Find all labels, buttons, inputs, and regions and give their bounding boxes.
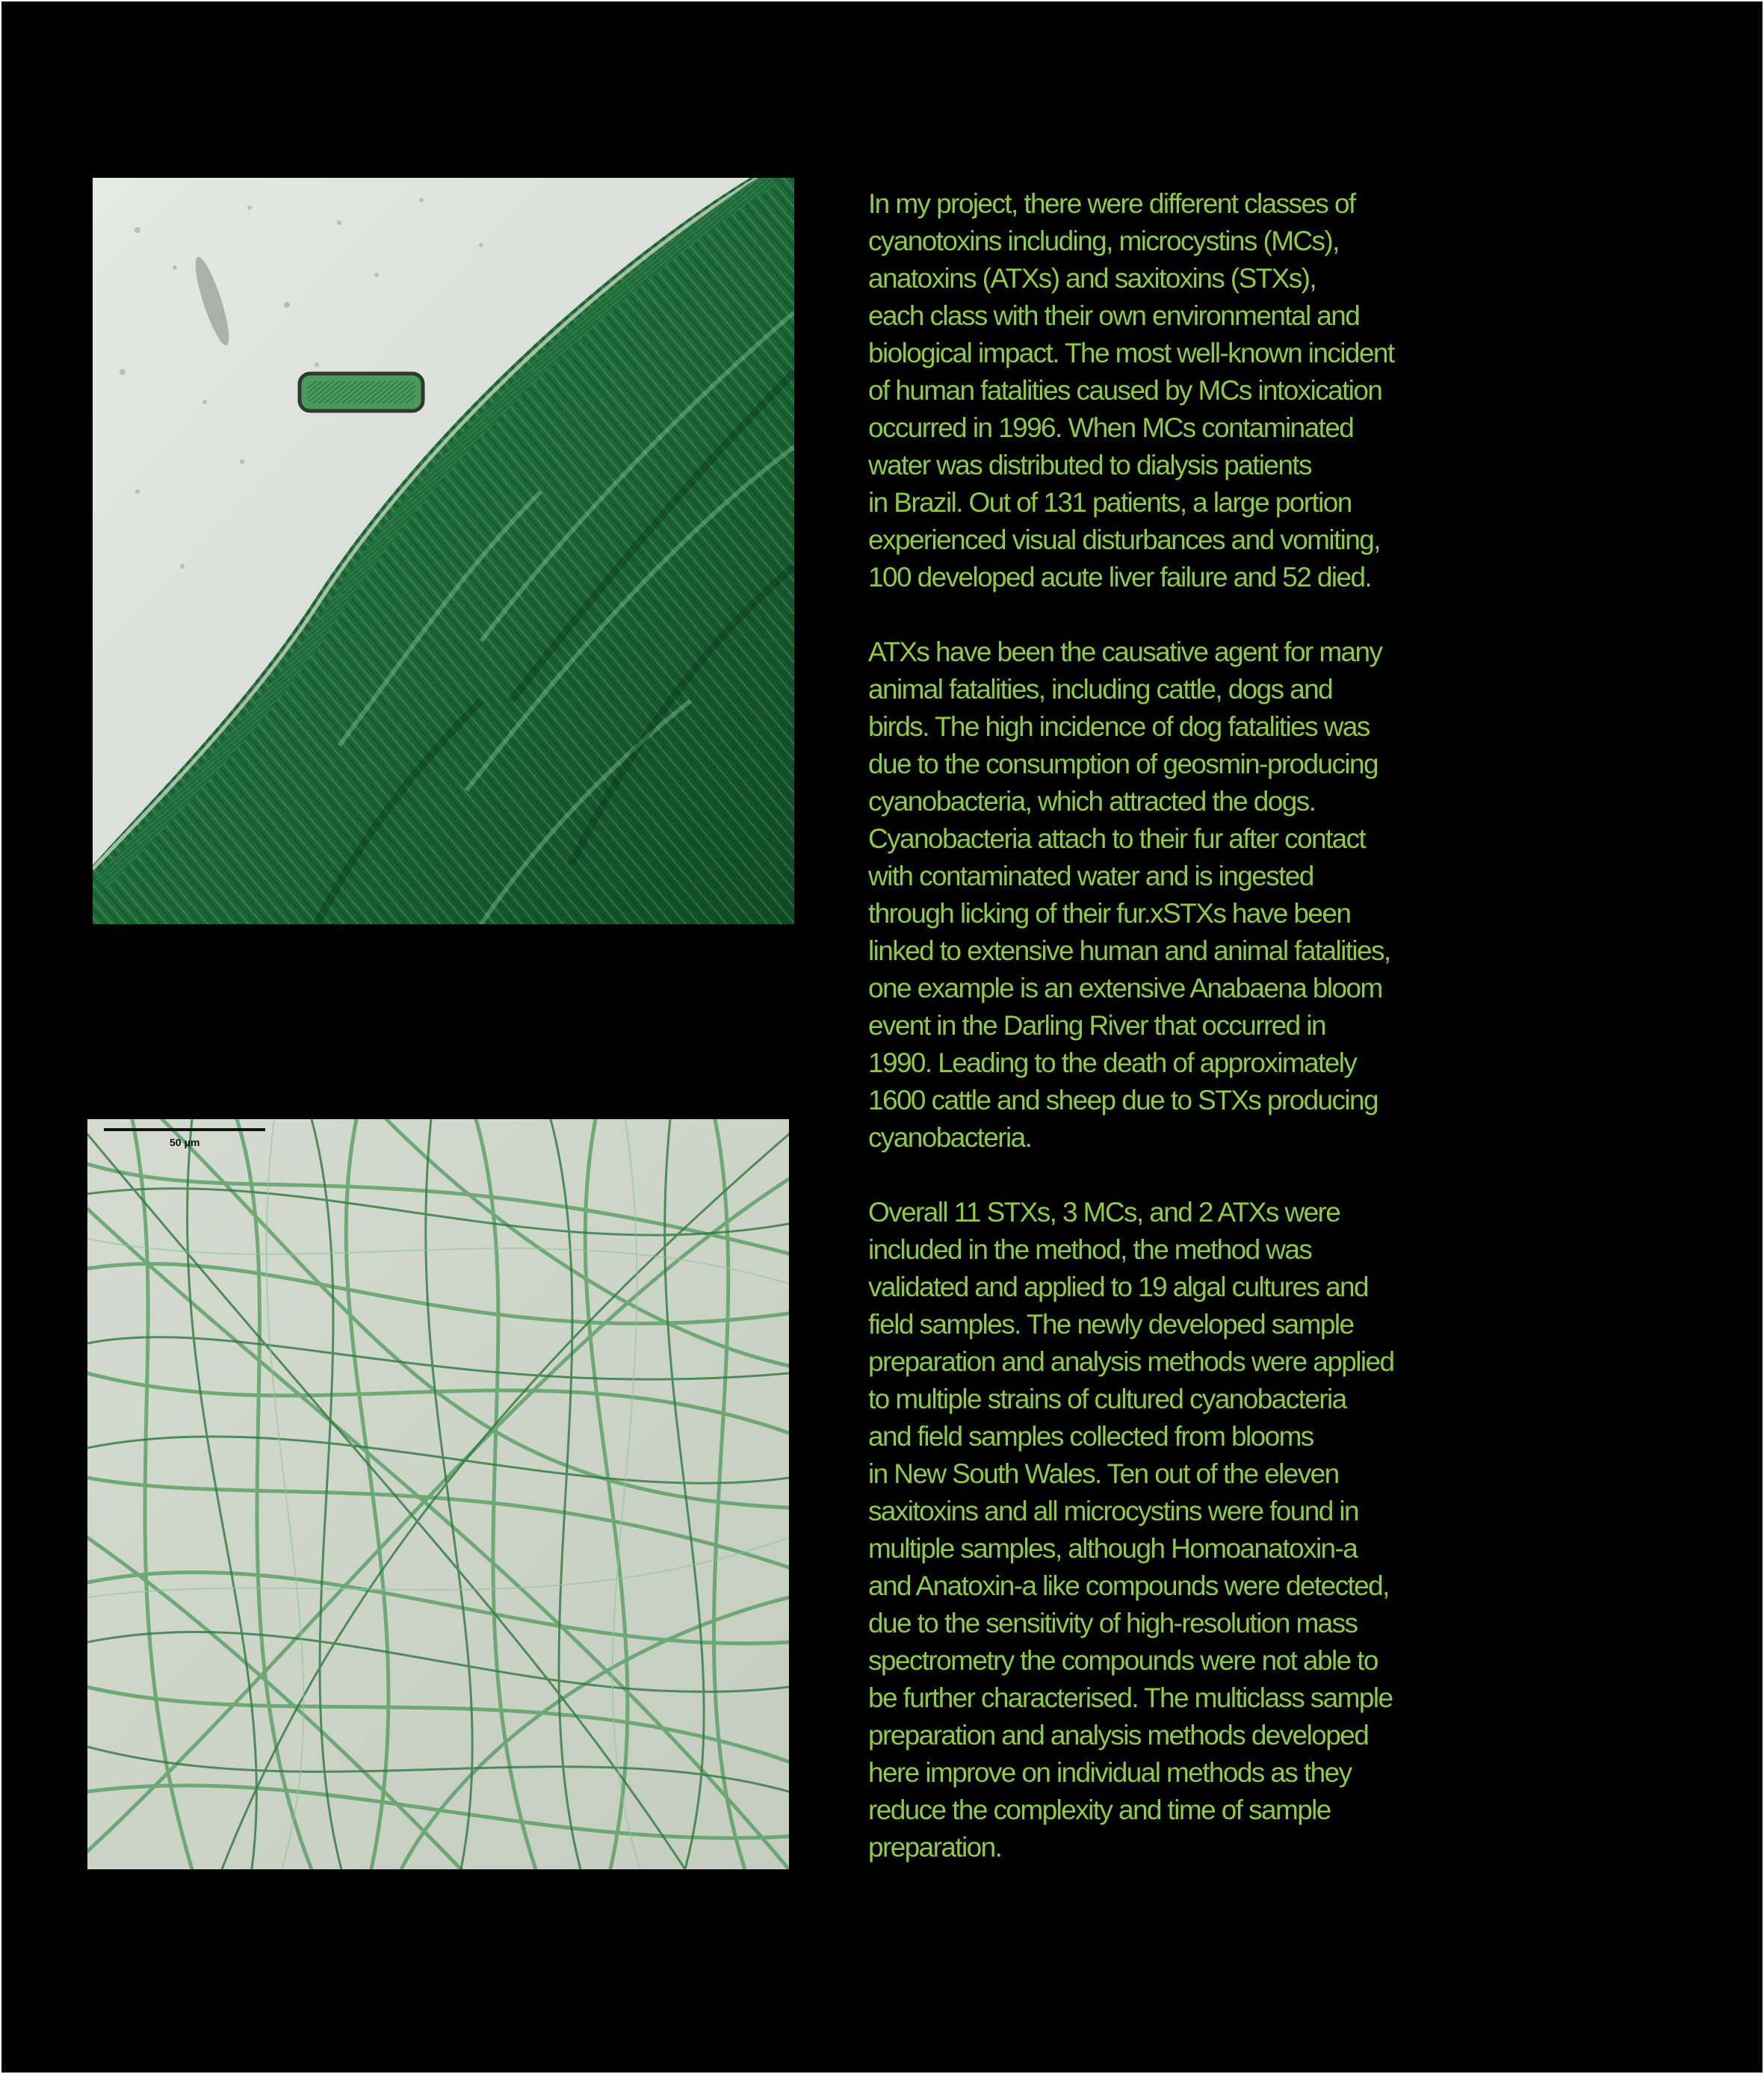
body-text-column — [868, 185, 1660, 1904]
micrograph-tangled-filaments — [87, 1119, 789, 1869]
micrograph-filaments-diagonal — [93, 178, 794, 924]
paragraph-3: Overall 11 STXs, 3 MCs, and 2 ATXs were included in the method, the method was validated and applied to 19 algal cultures and field samples. The newly developed sample preparation and analysis methods were applied to multiple strains of cultured cyanobacteria and field samples collected from blooms in New South Wales. Ten out of the eleven saxitoxins and all microcystins were found in multiple samples, although Homoanatoxin-a and Anatoxin-a like compounds were detected, due to the sensitivity of high-resolution mass spectrometry the compounds were not able to be further characterised. The multiclass sample preparation and analysis methods developed here improve on individual methods as they reduce the complexity and time of sample preparation. — [868, 1197, 1394, 1863]
page-background — [1, 1, 1763, 2073]
paragraph-1: In my project, there were different classes of cyanotoxins including, microcystins (MCs), anatoxins (ATXs) and saxitoxins (STXs), each class with their own environmental and biological impact. The most well-known incident of human fatalities caused by MCs intoxication occurred in 1996. When MCs contaminated water was distributed to dialysis patients in Brazil. Out of 131 patients, a large portion experienced visual disturbances and vomiting, 100 developed acute liver failure and 52 died. — [868, 188, 1394, 592]
paragraph-2: ATXs have been the causative agent for many animal fatalities, including cattle, dogs and birds. The high incidence of dog fatalities was due to the consumption of geosmin-producing cyanobacteria, which attracted the dogs. Cyanobacteria attach to their fur after contact with contaminated water and is ingested through licking of their fur.xSTXs have been linked to extensive human and animal fatalities, one example is an extensive Anabaena bloom event in the Darling River that occurred in 1990. Leading to the death of approximately 1600 cattle and sheep due to STXs producing cyanobacteria. — [868, 637, 1390, 1153]
scale-bar — [104, 1128, 265, 1131]
micrograph-bottom-svg — [87, 1119, 789, 1869]
scale-bar-label: 50 μm — [170, 1136, 200, 1148]
micrograph-top-svg — [93, 178, 794, 924]
